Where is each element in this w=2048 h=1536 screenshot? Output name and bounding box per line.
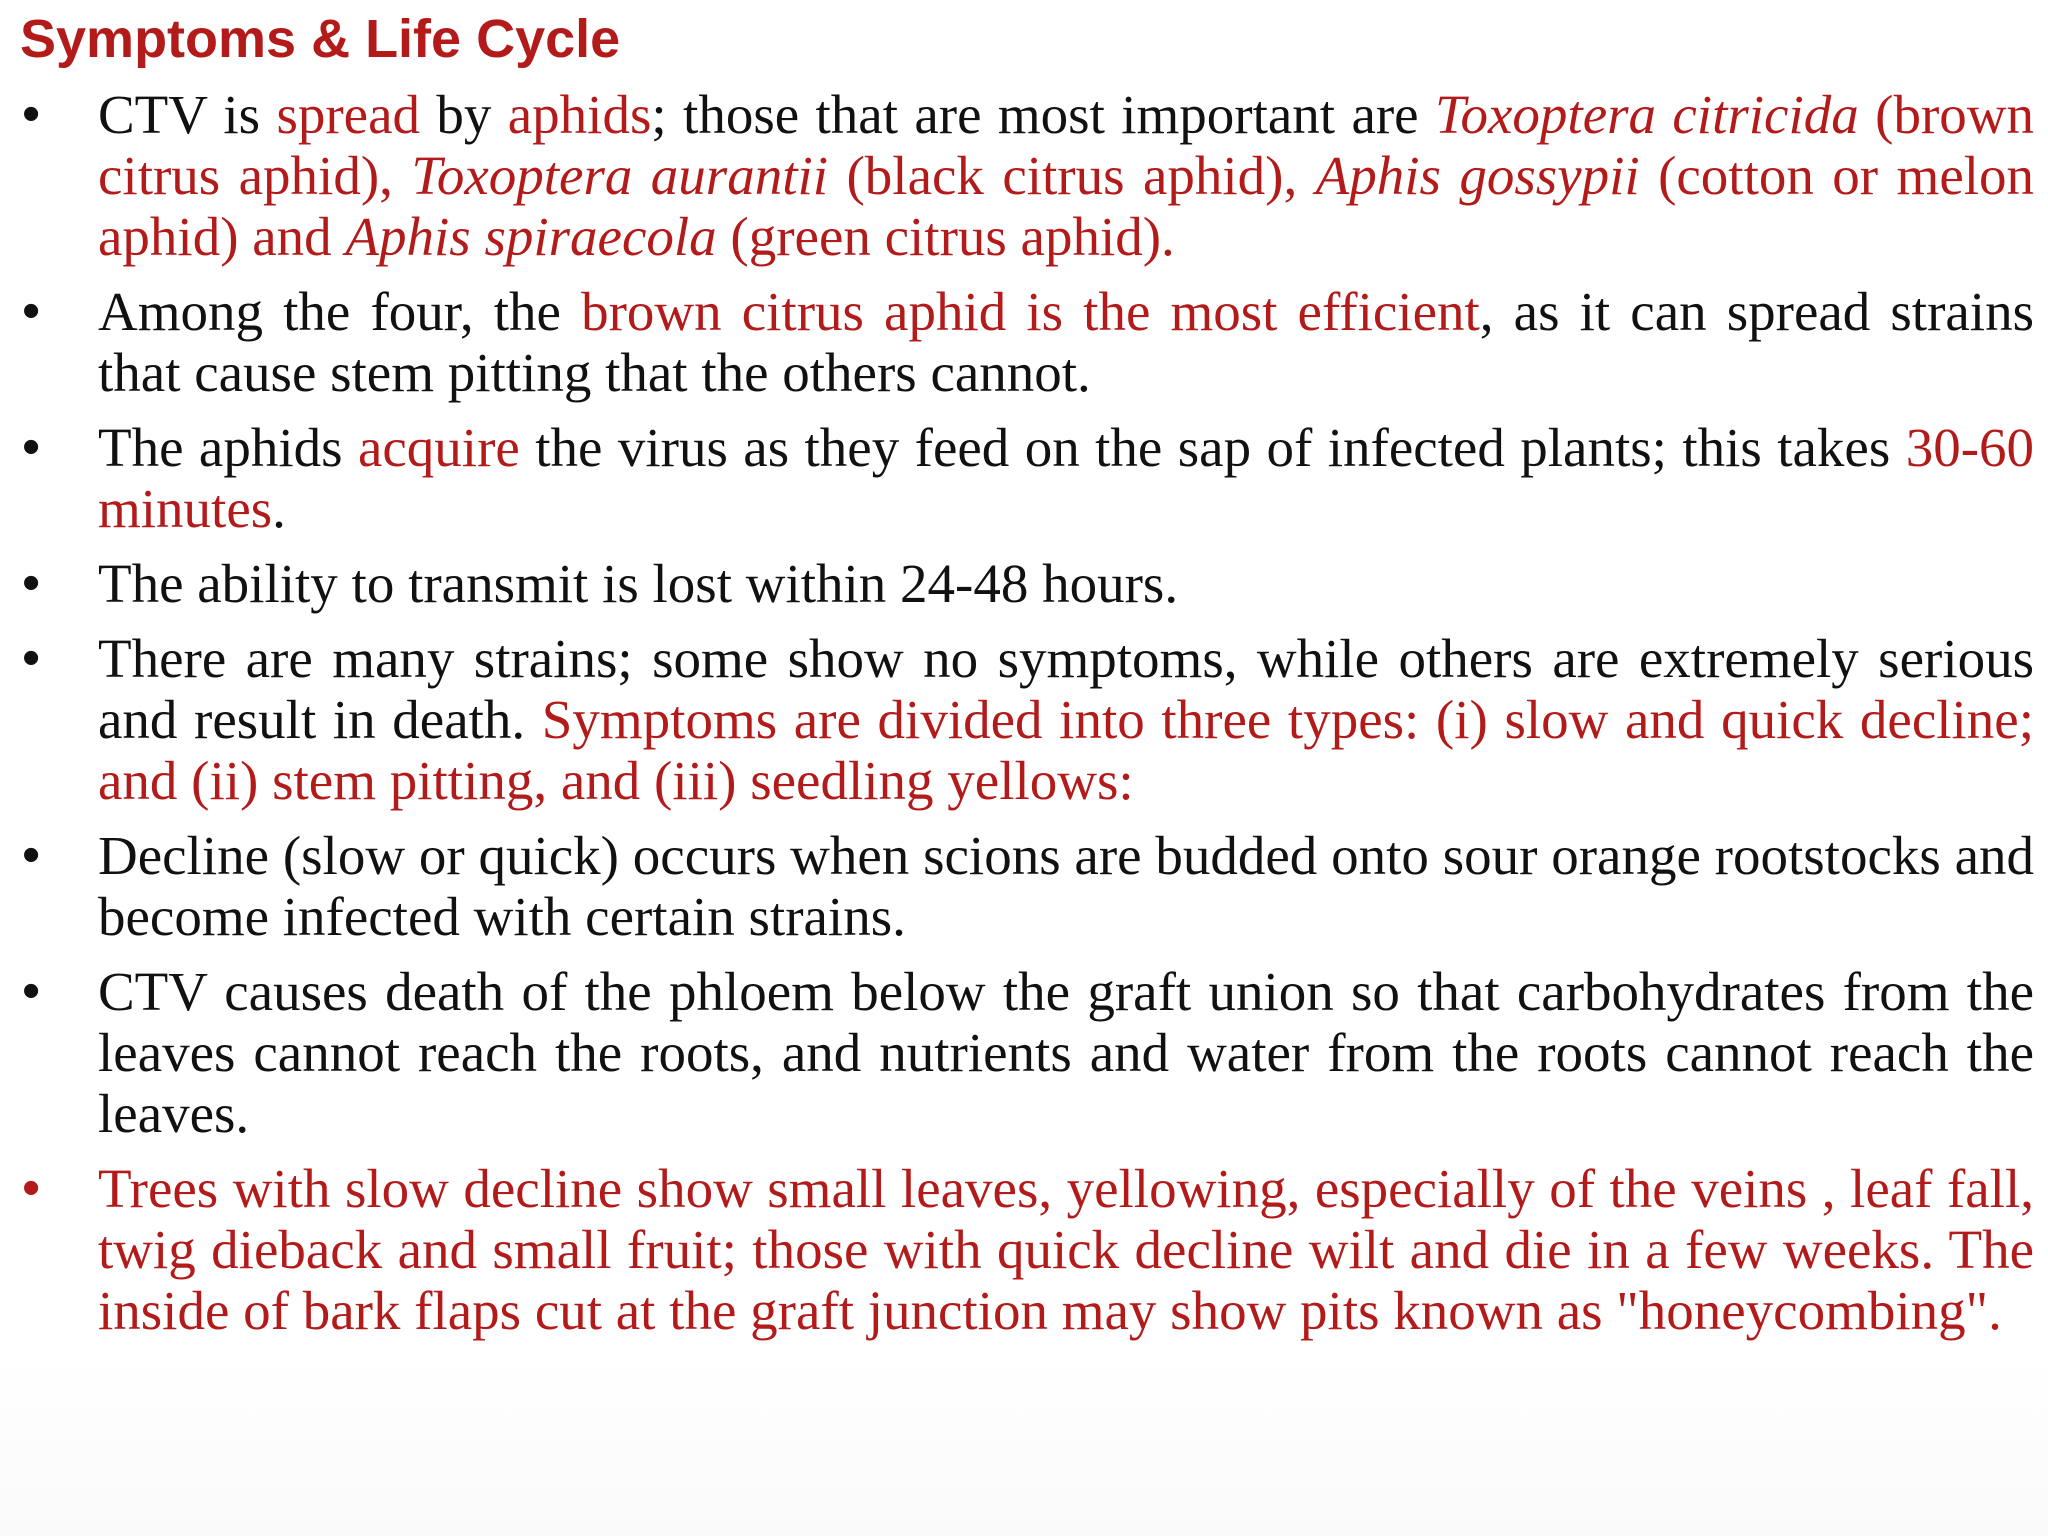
bullet-item bbox=[0, 417, 2034, 539]
bullet-text: the virus as they feed on the sap of infected plants; this takes bbox=[519, 417, 1906, 478]
species-name: Aphis gossypii bbox=[1315, 145, 1640, 206]
bullet-dot-icon: • bbox=[22, 1159, 41, 1217]
bullet-text: Decline (slow or quick) occurs when scions are budded onto sour orange rootstocks and become infected with certain strains. bbox=[98, 825, 2034, 947]
bullet-item bbox=[0, 84, 2034, 267]
bullet-text: There are many strains; some show no symptoms, while others are extremely serious and result in death. bbox=[98, 628, 2034, 750]
bullet-item bbox=[0, 628, 2034, 811]
highlight-text: acquire bbox=[357, 417, 520, 478]
bullet-text: by bbox=[420, 84, 508, 145]
bullet-dot-icon: • bbox=[22, 962, 41, 1020]
bullet-item bbox=[0, 553, 2034, 614]
highlight-text: Symptoms are divided into three types: (i) slow and quick decline; and (ii) stem pitting, and (iii) seedling yellows: bbox=[98, 689, 2034, 811]
bullet-text: Among the four, the bbox=[98, 281, 582, 342]
highlight-text: aphids bbox=[507, 84, 652, 145]
bullet-list bbox=[0, 84, 2048, 1355]
bullet-text: The aphids bbox=[98, 417, 358, 478]
highlight-text: (black citrus aphid), bbox=[828, 145, 1316, 206]
highlight-text: 30-60 minutes bbox=[98, 417, 2035, 539]
bullet-item bbox=[0, 281, 2034, 403]
highlight-text: (green citrus aphid). bbox=[716, 206, 1175, 267]
bullet-dot-icon: • bbox=[22, 554, 41, 612]
highlight-text: (brown citrus aphid), bbox=[98, 84, 2034, 206]
highlight-text: brown citrus aphid is the most efficient bbox=[581, 281, 1480, 342]
species-name: Toxoptera aurantii bbox=[411, 145, 829, 206]
bullet-dot-icon: • bbox=[22, 418, 41, 476]
bullet-text: Trees with slow decline show small leaves, yellowing, especially of the veins , leaf fall, twig dieback and small fruit; those with quick decline wilt and die in a few weeks. The inside of bark flaps cut at the graft junction may show pits known as "honeycombing". bbox=[98, 1158, 2034, 1341]
species-name: Aphis spiraecola bbox=[345, 206, 717, 267]
highlight-text: spread bbox=[276, 84, 420, 145]
highlight-text: (cotton or melon aphid) and bbox=[98, 145, 2035, 267]
bullet-text: ; those that are most important are bbox=[651, 84, 1435, 145]
bullet-item bbox=[0, 1158, 2034, 1341]
bullet-text: , as it can spread strains that cause stem pitting that the others cannot. bbox=[98, 281, 2034, 403]
bullet-dot-icon: • bbox=[22, 826, 41, 884]
bullet-dot-icon: • bbox=[22, 85, 41, 143]
bullet-text: CTV causes death of the phloem below the graft union so that carbohydrates from the leaves cannot reach the roots, and nutrients and water from the roots cannot reach the leaves. bbox=[98, 961, 2034, 1144]
bullet-text: CTV is bbox=[98, 84, 277, 145]
species-name: Toxoptera citricida bbox=[1434, 84, 1859, 145]
slide-title: Symptoms & Life Cycle bbox=[20, 9, 621, 69]
bullet-item bbox=[0, 961, 2034, 1144]
bullet-item bbox=[0, 825, 2034, 947]
bullet-text: The ability to transmit is lost within 24-48 hours. bbox=[98, 553, 1179, 614]
bullet-dot-icon: • bbox=[22, 629, 41, 687]
bullet-text: . bbox=[272, 478, 286, 539]
bullet-dot-icon: • bbox=[22, 282, 41, 340]
